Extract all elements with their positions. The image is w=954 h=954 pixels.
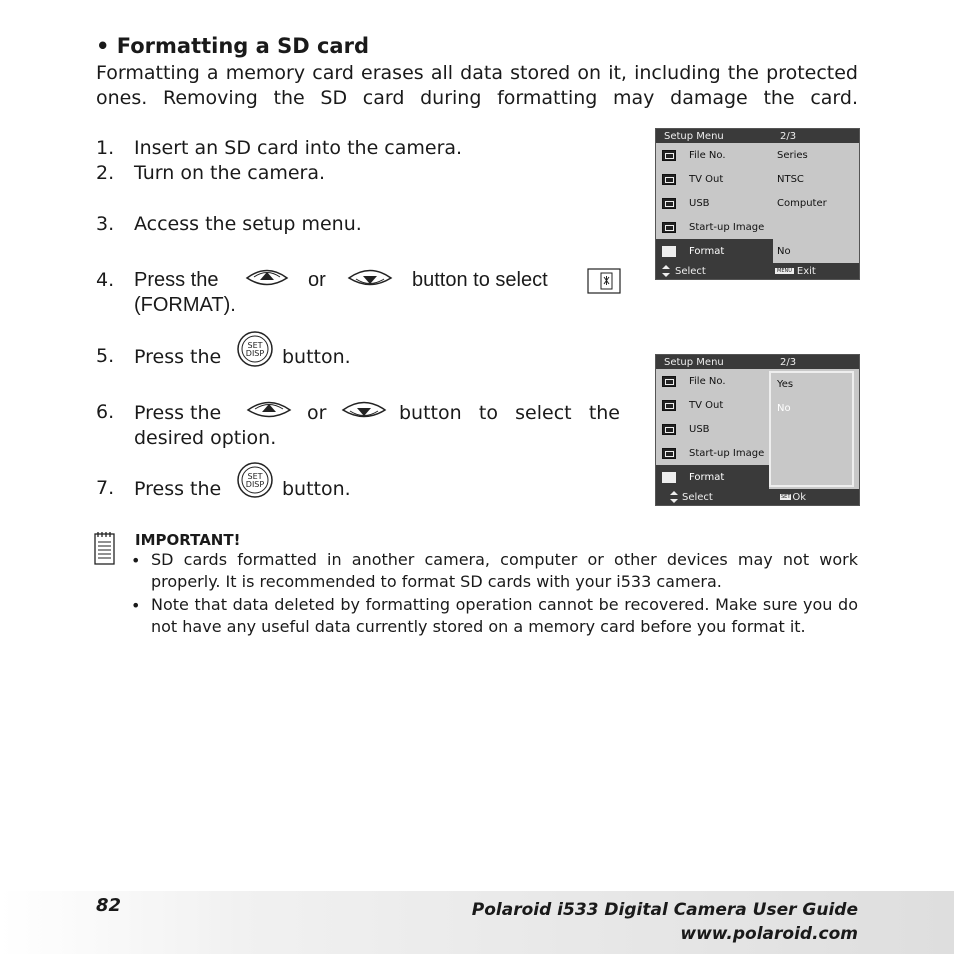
menu-row-value: NTSC xyxy=(777,173,804,185)
step-2-number: 2. xyxy=(96,162,115,184)
bullet-dot: • xyxy=(131,596,141,615)
step-6-after xyxy=(399,401,620,426)
format-icon xyxy=(662,472,676,483)
screen-footer xyxy=(656,489,859,505)
important-title: IMPORTANT! xyxy=(135,531,241,549)
menu-row-label: USB xyxy=(689,197,710,209)
up-down-icon xyxy=(668,490,680,504)
screen-header xyxy=(656,355,859,369)
step-2-text: Turn on the camera. xyxy=(134,162,326,184)
step-5-after: button. xyxy=(282,346,351,368)
up-down-icon xyxy=(660,264,672,278)
set-label: SET xyxy=(247,341,263,350)
step-3-text: Access the setup menu. xyxy=(134,213,362,235)
intro-paragraph-a xyxy=(96,61,858,111)
startup-image-icon xyxy=(662,448,676,459)
guide-title: Polaroid i533 Digital Camera User Guide xyxy=(471,900,858,920)
step-4-number: 4. xyxy=(96,269,115,291)
step-7-press: Press the xyxy=(134,478,222,500)
camera-screen-format-no xyxy=(655,128,860,280)
menu-row-value: Computer xyxy=(777,197,827,209)
menu-row-label: File No. xyxy=(689,375,726,387)
step-6-number: 6. xyxy=(96,401,115,423)
notepad-icon xyxy=(92,531,116,565)
menu-row-format xyxy=(656,239,859,263)
down-arrow-button-icon xyxy=(346,265,394,291)
up-arrow-button-icon xyxy=(244,265,290,291)
menu-row-value: No xyxy=(777,245,791,257)
format-icon xyxy=(662,246,676,257)
disp-label: DISP xyxy=(245,480,265,489)
menu-row-label: TV Out xyxy=(689,399,724,411)
menu-row-label: Format xyxy=(689,471,725,483)
set-disp-button-icon xyxy=(236,461,274,499)
step-3-number: 3. xyxy=(96,213,115,235)
step-6-or: or xyxy=(307,402,327,424)
menu-row-label: USB xyxy=(689,423,710,435)
menu-row-tv-out xyxy=(656,167,859,191)
page-number: 82 xyxy=(96,895,122,916)
option-yes: Yes xyxy=(777,379,794,390)
step-6-press: Press the xyxy=(134,402,222,424)
menu-row-label: File No. xyxy=(689,149,726,161)
bullet-dot: • xyxy=(131,551,141,570)
option-no: No xyxy=(777,403,791,414)
section-heading: • Formatting a SD card xyxy=(96,34,369,58)
menu-row-label: Start-up Image xyxy=(689,447,765,459)
menu-row-value: Series xyxy=(777,149,808,161)
step-6-after-text: button to select the xyxy=(399,402,620,424)
set-disp-button-icon xyxy=(236,330,274,368)
format-icon xyxy=(587,268,621,294)
menu-key-icon: MENU xyxy=(777,268,792,274)
up-arrow-button-icon xyxy=(245,397,293,423)
step-5-number: 5. xyxy=(96,345,115,367)
down-arrow-button-icon xyxy=(340,397,388,423)
important-bullet-1: SD cards formatted in another camera, computer or other devices may not work properly. It is recommended to format SD cards with your i533 camera. xyxy=(151,550,858,591)
intro-text: Formatting a memory card erases all data stored on it, including the protected ones. Removing the SD card during formatting may damage the card. xyxy=(96,62,858,109)
important-bullet-2: Note that data deleted by formatting operation cannot be recovered. Make sure you do not have any useful data currently stored on a memory card before you format it. xyxy=(151,595,858,636)
step-7-number: 7. xyxy=(96,477,115,499)
step-4-press: Press the xyxy=(134,269,219,291)
step-1-number: 1. xyxy=(96,137,115,159)
menu-row-startup-image xyxy=(656,215,859,239)
step-5-press: Press the xyxy=(134,346,222,368)
menu-row-label: Start-up Image xyxy=(689,221,765,233)
screen-page: 2/3 xyxy=(780,356,797,368)
footer-select: Select xyxy=(675,265,706,277)
screen-header xyxy=(656,129,859,143)
screen-title: Setup Menu xyxy=(664,130,724,142)
startup-image-icon xyxy=(662,222,676,233)
usb-icon xyxy=(662,198,676,209)
screen-title: Setup Menu xyxy=(664,356,724,368)
menu-row-label: Format xyxy=(689,245,725,257)
tv-icon xyxy=(662,400,676,411)
step-4-after: button to select xyxy=(412,269,548,291)
website-url: www.polaroid.com xyxy=(680,924,858,944)
file-no-icon xyxy=(662,150,676,161)
step-4-tail: (FORMAT). xyxy=(134,294,236,316)
screen-footer xyxy=(656,263,859,279)
step-1-text: Insert an SD card into the camera. xyxy=(134,137,463,159)
set-key-icon: SET xyxy=(781,494,791,500)
step-6-tail: desired option. xyxy=(134,427,277,449)
footer-exit: Exit xyxy=(796,265,816,277)
disp-label: DISP xyxy=(245,349,265,358)
menu-row-label: TV Out xyxy=(689,173,724,185)
menu-row-usb xyxy=(656,191,859,215)
step-7-after: button. xyxy=(282,478,351,500)
screen-page: 2/3 xyxy=(780,130,797,142)
footer-select: Select xyxy=(682,491,713,503)
file-no-icon xyxy=(662,376,676,387)
usb-icon xyxy=(662,424,676,435)
tv-icon xyxy=(662,174,676,185)
set-label: SET xyxy=(247,472,263,481)
footer-ok: Ok xyxy=(792,491,807,503)
camera-screen-format-options xyxy=(655,354,860,506)
format-options-box xyxy=(769,371,854,487)
footer-title xyxy=(472,898,858,946)
menu-row-file-no xyxy=(656,143,859,167)
step-4-or: or xyxy=(308,269,326,291)
